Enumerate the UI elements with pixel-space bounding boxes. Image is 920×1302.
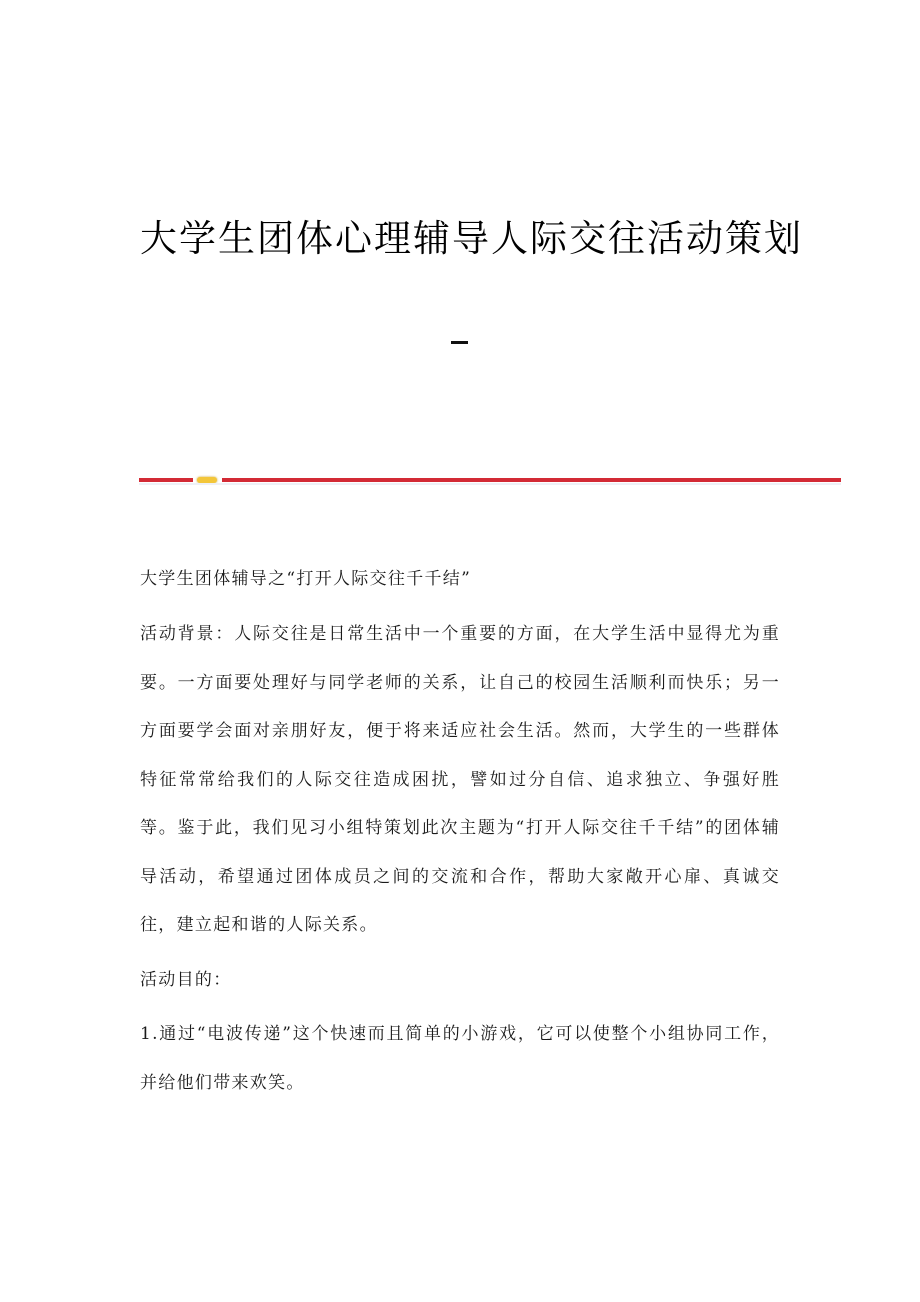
divider-shadow bbox=[139, 483, 841, 485]
decorative-divider bbox=[139, 478, 841, 484]
title-dash bbox=[451, 341, 468, 344]
document-title: 大学生团体心理辅导人际交往活动策划 bbox=[140, 217, 803, 260]
purpose-heading: 活动目的： bbox=[140, 970, 232, 990]
background-paragraph: 活动背景：人际交往是日常生活中一个重要的方面，在大学生活中显得尤为重要。一方面要处理好与同学老师的关系，让自己的校园生活顺利而快乐；另一方面要学会面对亲朋好友，便于将来适应社会生活。然而，大学生的一些群体特征常常给我们的人际交往造成困扰，譬如过分自信、追求独立、争强好胜等。鉴于此，我们见习小组特策划此次主题为“打开人际交往千千结”的团体辅导活动，希望通过团体成员之间的交流和合作，帮助大家敞开心扉、真诚交往，建立起和谐的人际关系。 bbox=[140, 624, 780, 935]
divider-line-right bbox=[222, 478, 841, 482]
purpose-item-1: 1.通过“电波传递”这个快速而且简单的小游戏，它可以使整个小组协同工作，并给他们带来欢笑。 bbox=[140, 1024, 780, 1093]
subtitle-paragraph: 大学生团体辅导之“打开人际交往千千结” bbox=[140, 569, 472, 589]
divider-line-left bbox=[139, 478, 193, 482]
